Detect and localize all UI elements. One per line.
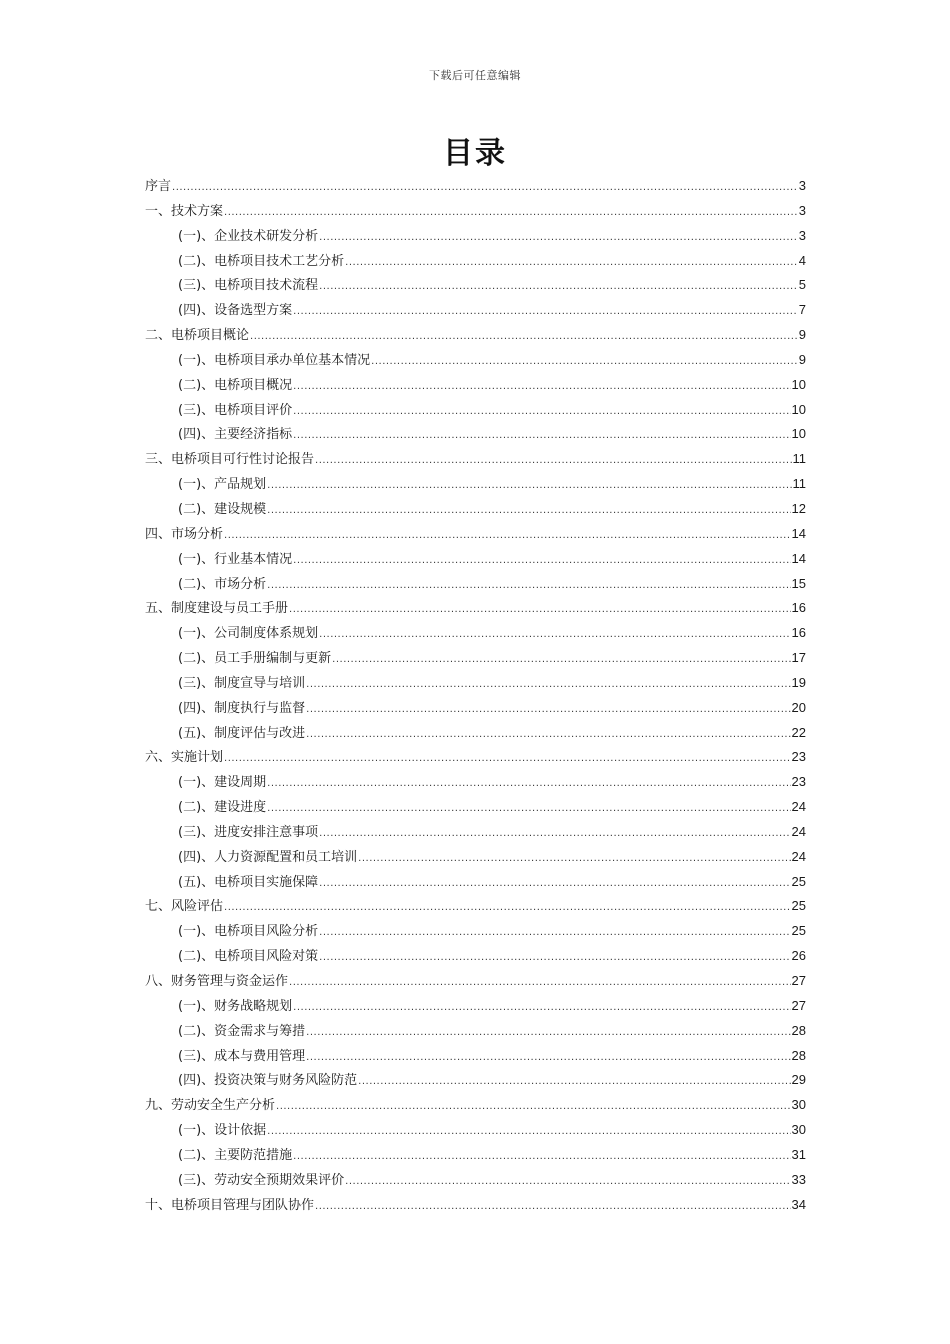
- toc-page-number: 16: [791, 625, 806, 641]
- toc-dot-leader: [172, 176, 798, 201]
- toc-subsection-entry[interactable]: [145, 1068, 806, 1093]
- toc-page-number: 22: [791, 724, 806, 740]
- toc-dot-leader: [293, 1145, 790, 1170]
- toc-dot-leader: [319, 822, 790, 847]
- toc-page-number: 30: [791, 1122, 806, 1138]
- toc-dot-leader: [319, 226, 798, 251]
- toc-dot-leader: [315, 449, 791, 474]
- toc-entry-label: (四)、投资决策与财务风险防范: [178, 1073, 358, 1089]
- toc-section-entry[interactable]: [145, 174, 806, 199]
- toc-page-number: 25: [791, 898, 806, 914]
- toc-page-number: 24: [791, 848, 806, 864]
- toc-page-number: 11: [792, 476, 806, 492]
- toc-entry-label: 七、风险评估: [145, 899, 224, 915]
- toc-dot-leader: [319, 946, 790, 971]
- toc-page-number: 30: [791, 1097, 806, 1113]
- toc-page-number: 5: [798, 277, 806, 293]
- toc-entry-label: 三、电桥项目可行性讨论报告: [145, 452, 315, 468]
- toc-page-number: 11: [792, 451, 806, 467]
- toc-dot-leader: [371, 350, 798, 375]
- toc-entry-label: (二)、资金需求与筹措: [178, 1023, 306, 1039]
- toc-entry-label: (一)、电桥项目承办单位基本情况: [178, 352, 371, 368]
- toc-entry-label: 五、制度建设与员工手册: [145, 601, 289, 617]
- toc-entry-label: (三)、制度宣导与培训: [178, 675, 306, 691]
- toc-dot-leader: [224, 896, 791, 921]
- toc-entry-label: 九、劳动安全生产分析: [145, 1098, 276, 1114]
- toc-subsection-entry[interactable]: [145, 870, 806, 895]
- toc-page-number: 3: [798, 178, 806, 193]
- toc-entry-label: 六、实施计划: [145, 750, 224, 766]
- toc-page-number: 16: [791, 600, 806, 616]
- toc-dot-leader: [319, 921, 790, 946]
- toc-subsection-entry[interactable]: [145, 795, 806, 820]
- toc-subsection-entry[interactable]: [145, 572, 806, 597]
- toc-dot-leader: [345, 251, 798, 276]
- toc-entry-label: (一)、产品规划: [178, 477, 267, 493]
- toc-subsection-entry[interactable]: [145, 621, 806, 646]
- toc-page-number: 20: [791, 699, 806, 715]
- toc-entry-label: (四)、制度执行与监督: [178, 700, 306, 716]
- toc-dot-leader: [306, 1021, 790, 1046]
- toc-dot-leader: [293, 300, 798, 325]
- page-title: 目录: [443, 136, 507, 171]
- toc-subsection-entry[interactable]: [145, 696, 806, 721]
- toc-page-number: 28: [791, 1022, 806, 1038]
- toc-subsection-entry[interactable]: [145, 770, 806, 795]
- toc-section-entry[interactable]: [145, 969, 806, 994]
- toc-dot-leader: [315, 1195, 791, 1220]
- toc-dot-leader: [293, 996, 790, 1021]
- toc-dot-leader: [345, 1170, 790, 1195]
- toc-page-number: 9: [798, 327, 806, 343]
- toc-dot-leader: [358, 1070, 790, 1095]
- toc-page-number: 27: [791, 973, 806, 988]
- toc-subsection-entry[interactable]: [145, 547, 806, 572]
- toc-entry-label: 四、市场分析: [145, 526, 224, 542]
- toc-dot-leader: [306, 723, 790, 748]
- toc-entry-label: (一)、企业技术研发分析: [178, 228, 319, 244]
- toc-subsection-entry[interactable]: [145, 994, 806, 1019]
- toc-page-number: 15: [791, 575, 806, 591]
- toc-dot-leader: [267, 772, 790, 797]
- toc-entry-label: (二)、建设规模: [178, 501, 267, 517]
- toc-section-entry[interactable]: [145, 596, 806, 621]
- toc-section-entry[interactable]: [145, 1193, 806, 1218]
- toc-entry-label: (二)、电桥项目风险对策: [178, 949, 319, 965]
- toc-dot-leader: [306, 1046, 790, 1071]
- toc-page-number: 3: [798, 202, 806, 218]
- toc-page-number: 14: [791, 550, 806, 566]
- toc-page-number: 19: [791, 674, 806, 690]
- toc-entry-label: (三)、电桥项目技术流程: [178, 278, 319, 294]
- toc-dot-leader: [289, 598, 791, 623]
- toc-entry-label: (三)、劳动安全预期效果评价: [178, 1172, 345, 1188]
- toc-dot-leader: [267, 797, 790, 822]
- toc-dot-leader: [267, 499, 790, 524]
- toc-page-number: 33: [791, 1171, 806, 1187]
- toc-entry-label: (三)、电桥项目评价: [178, 402, 293, 418]
- toc-subsection-entry[interactable]: [145, 224, 806, 249]
- toc-dot-leader: [358, 847, 790, 872]
- toc-dot-leader: [319, 623, 790, 648]
- toc-page-number: 10: [791, 426, 806, 442]
- table-of-contents: [145, 174, 806, 1217]
- toc-entry-label: (一)、公司制度体系规划: [178, 626, 319, 642]
- toc-dot-leader: [250, 325, 798, 350]
- toc-entry-label: (一)、设计依据: [178, 1123, 267, 1139]
- toc-entry-label: (二)、主要防范措施: [178, 1147, 293, 1163]
- toc-dot-leader: [289, 971, 791, 996]
- toc-entry-label: (五)、制度评估与改进: [178, 725, 306, 741]
- toc-page-number: 10: [791, 376, 806, 392]
- toc-subsection-entry[interactable]: [145, 919, 806, 944]
- toc-subsection-entry[interactable]: [145, 497, 806, 522]
- toc-subsection-entry[interactable]: [145, 721, 806, 746]
- toc-entry-label: (三)、进度安排注意事项: [178, 824, 319, 840]
- toc-entry-label: (一)、电桥项目风险分析: [178, 924, 319, 940]
- toc-entry-label: (五)、电桥项目实施保障: [178, 874, 319, 890]
- toc-section-entry[interactable]: [145, 447, 806, 472]
- toc-subsection-entry[interactable]: [145, 398, 806, 423]
- toc-subsection-entry[interactable]: [145, 1168, 806, 1193]
- toc-dot-leader: [224, 201, 798, 226]
- toc-page-number: 28: [791, 1047, 806, 1063]
- toc-page-number: 27: [791, 997, 806, 1013]
- toc-page-number: 12: [791, 500, 806, 516]
- toc-dot-leader: [224, 524, 791, 549]
- toc-dot-leader: [267, 1120, 790, 1145]
- toc-entry-label: (三)、成本与费用管理: [178, 1048, 306, 1064]
- toc-page-number: 7: [798, 302, 806, 318]
- toc-entry-label: (一)、行业基本情况: [178, 551, 293, 567]
- toc-subsection-entry[interactable]: [145, 820, 806, 845]
- toc-dot-leader: [293, 400, 790, 425]
- toc-page-number: 14: [791, 525, 806, 541]
- toc-entry-label: (二)、电桥项目技术工艺分析: [178, 253, 345, 269]
- toc-subsection-entry[interactable]: [145, 845, 806, 870]
- toc-dot-leader: [319, 275, 798, 300]
- toc-dot-leader: [306, 698, 790, 723]
- toc-page-number: 24: [791, 799, 806, 815]
- toc-subsection-entry[interactable]: [145, 298, 806, 323]
- toc-section-entry[interactable]: [145, 522, 806, 547]
- toc-subsection-entry[interactable]: [145, 671, 806, 696]
- toc-dot-leader: [276, 1095, 791, 1120]
- toc-entry-label: 二、电桥项目概论: [145, 328, 250, 344]
- toc-subsection-entry[interactable]: [145, 249, 806, 274]
- toc-page-number: 4: [798, 252, 806, 268]
- toc-subsection-entry[interactable]: [145, 1019, 806, 1044]
- toc-page-number: 25: [791, 923, 806, 939]
- toc-entry-label: (一)、财务战略规划: [178, 998, 293, 1014]
- toc-page-number: 26: [791, 948, 806, 964]
- toc-page-number: 25: [791, 873, 806, 889]
- toc-dot-leader: [267, 474, 791, 499]
- toc-entry-label: 序言: [145, 179, 172, 194]
- toc-entry-label: (一)、建设周期: [178, 775, 267, 791]
- toc-dot-leader: [293, 375, 790, 400]
- toc-dot-leader: [267, 574, 790, 599]
- toc-dot-leader: [293, 424, 790, 449]
- toc-section-entry[interactable]: [145, 894, 806, 919]
- toc-subsection-entry[interactable]: [145, 1143, 806, 1168]
- toc-dot-leader: [293, 549, 790, 574]
- toc-section-entry[interactable]: [145, 323, 806, 348]
- toc-section-entry[interactable]: [145, 199, 806, 224]
- toc-entry-label: 一、技术方案: [145, 203, 224, 219]
- toc-page-number: 17: [791, 650, 806, 666]
- toc-section-entry[interactable]: [145, 745, 806, 770]
- toc-subsection-entry[interactable]: [145, 944, 806, 969]
- toc-entry-label: 十、电桥项目管理与团队协作: [145, 1197, 315, 1213]
- toc-page-number: 24: [791, 823, 806, 839]
- toc-page-number: 23: [791, 774, 806, 790]
- toc-entry-label: (二)、建设进度: [178, 800, 267, 816]
- toc-section-entry[interactable]: [145, 1093, 806, 1118]
- toc-subsection-entry[interactable]: [145, 1118, 806, 1143]
- toc-entry-label: (四)、设备选型方案: [178, 303, 293, 319]
- toc-page-number: 10: [791, 401, 806, 417]
- toc-subsection-entry[interactable]: [145, 273, 806, 298]
- toc-subsection-entry[interactable]: [145, 472, 806, 497]
- toc-page-number: 23: [791, 749, 806, 765]
- toc-entry-label: 八、财务管理与资金运作: [145, 974, 289, 989]
- toc-page-number: 29: [791, 1072, 806, 1088]
- toc-dot-leader: [306, 673, 790, 698]
- toc-dot-leader: [319, 872, 790, 897]
- toc-subsection-entry[interactable]: [145, 646, 806, 671]
- toc-subsection-entry[interactable]: [145, 422, 806, 447]
- toc-entry-label: (二)、市场分析: [178, 576, 267, 592]
- toc-dot-leader: [224, 747, 791, 772]
- toc-entry-label: (四)、人力资源配置和员工培训: [178, 849, 358, 865]
- toc-entry-label: (四)、主要经济指标: [178, 427, 293, 443]
- toc-page-number: 3: [798, 227, 806, 243]
- toc-page-number: 34: [791, 1196, 806, 1212]
- toc-entry-label: (二)、电桥项目概况: [178, 377, 293, 393]
- header-note: 下载后可任意编辑: [429, 69, 521, 82]
- toc-subsection-entry[interactable]: [145, 373, 806, 398]
- toc-subsection-entry[interactable]: [145, 1044, 806, 1069]
- toc-dot-leader: [332, 648, 790, 673]
- toc-page-number: 31: [791, 1146, 806, 1162]
- toc-subsection-entry[interactable]: [145, 348, 806, 373]
- toc-page-number: 9: [798, 351, 806, 367]
- toc-entry-label: (二)、员工手册编制与更新: [178, 651, 332, 667]
